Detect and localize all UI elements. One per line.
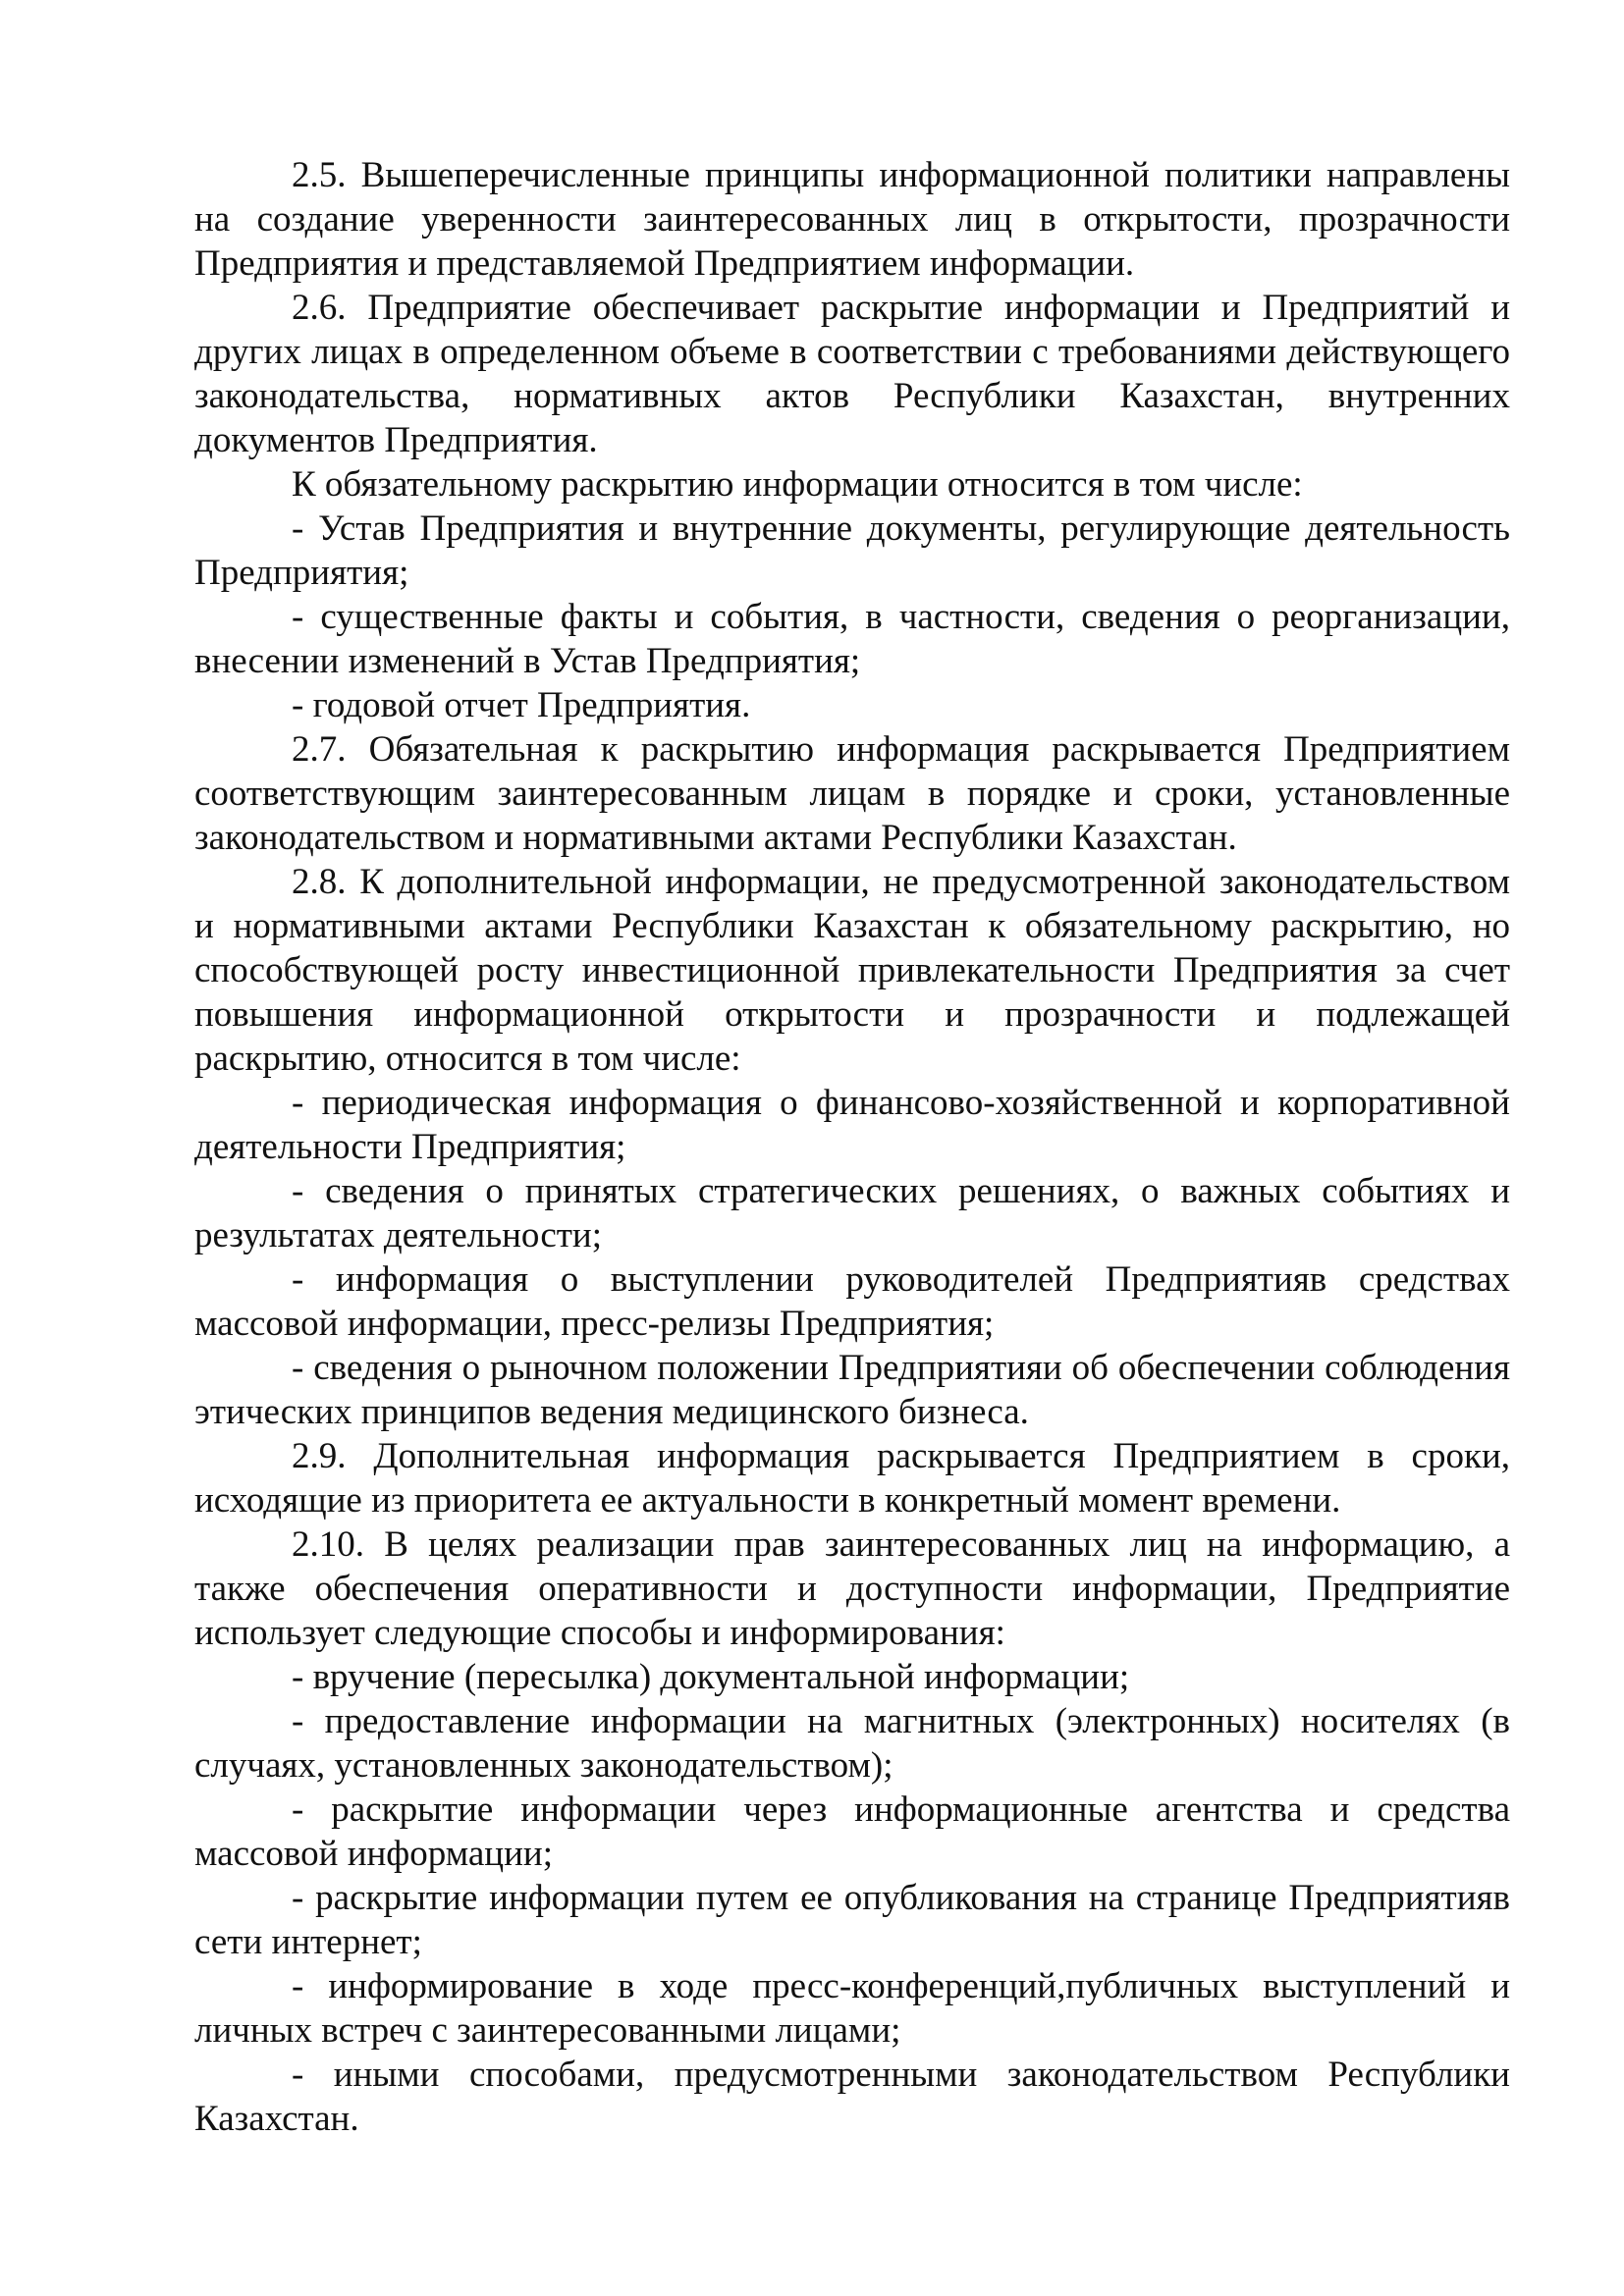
list-item-other-methods: - иными способами, предусмотренными законодательством Республики Казахстан. [194, 2055, 1510, 2139]
document-page [194, 153, 1510, 2141]
list-item-material-facts: - существенные факты и события, в частности, сведения о реорганизации, внесении изменений в Устав Предприятия; [194, 597, 1510, 681]
list-item-website-publication: - раскрытие информации путем ее опубликования на странице Предприятияв сети интернет; [194, 1878, 1510, 1962]
list-item-annual-report: - годовой отчет Предприятия. [292, 685, 751, 725]
list-item-market-position: - сведения о рыночном положении Предприятияи об обеспечении соблюдения этических принципов ведения медицинского бизнеса. [194, 1348, 1510, 1432]
paragraph-2-10: 2.10. В целях реализации прав заинтересованных лиц на информацию, а также обеспечения оперативности и доступности информации, Предприятие использует следующие способы и информирования: [194, 1524, 1510, 1653]
paragraph-2-6: 2.6. Предприятие обеспечивает раскрытие информации и Предприятий и других лицах в определенном объеме в соответствии с требованиями действующего законодательства, нормативных актов Республики Казахстан, внутренних документов Предприятия. [194, 288, 1510, 460]
list-item-electronic-media: - предоставление информации на магнитных (электронных) носителях (в случаях, установленных законодательством); [194, 1701, 1510, 1786]
list-item-documentary-delivery: - вручение (пересылка) документальной информации; [292, 1657, 1130, 1697]
list-item-periodic-info: - периодическая информация о финансово-хозяйственной и корпоративной деятельности Предприятия; [194, 1083, 1510, 1167]
paragraph-2-5: 2.5. Вышеперечисленные принципы информационной политики направлены на создание уверенности заинтересованных лиц в открытости, прозрачности Предприятия и представляемой Предприятием информации. [194, 155, 1510, 284]
paragraph-2-7: 2.7. Обязательная к раскрытию информация раскрывается Предприятием соответствующим заинтересованным лицам в порядке и сроки, установленные законодательством и нормативными актами Республики Казахстан. [194, 729, 1510, 858]
paragraph-mandatory-intro: К обязательному раскрытию информации относится в том числе: [292, 464, 1303, 505]
paragraph-2-8: 2.8. К дополнительной информации, не предусмотренной законодательством и нормативными актами Республики Казахстан к обязательному раскрытию, но способствующей росту инвестиционной привлекательности Предприятия за счет повышения информационной открытости и прозрачности и подлежащей раскрытию, относится в том числе: [194, 862, 1510, 1079]
list-item-press-conferences: - информирование в ходе пресс-конференций,публичных выступлений и личных встреч с заинтересованными лицами; [194, 1966, 1510, 2051]
list-item-media-appearances: - информация о выступлении руководителей Предприятияв средствах массовой информации, пресс-релизы Предприятия; [194, 1259, 1510, 1344]
paragraph-2-9: 2.9. Дополнительная информация раскрывается Предприятием в сроки, исходящие из приоритета ее актуальности в конкретный момент времени. [194, 1436, 1510, 1521]
list-item-strategic-decisions: - сведения о принятых стратегических решениях, о важных событиях и результатах деятельности; [194, 1171, 1510, 1255]
list-item-news-agencies: - раскрытие информации через информационные агентства и средства массовой информации; [194, 1789, 1510, 1874]
list-item-charter: - Устав Предприятия и внутренние документы, регулирующие деятельность Предприятия; [194, 508, 1510, 593]
